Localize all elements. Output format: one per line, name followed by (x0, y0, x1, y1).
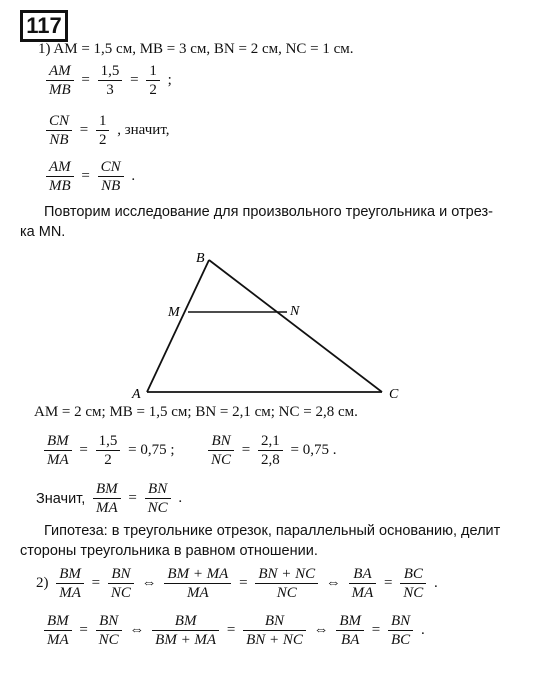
frac-den: 2 (104, 452, 112, 468)
calc-value-a: = 0,75 ; (128, 442, 175, 458)
frac-den: NB (101, 178, 121, 194)
frac-num: BM + MA (164, 565, 231, 584)
frac-den: 2,8 (261, 452, 280, 468)
given-values: 1) AM = 1,5 см, MB = 3 см, BN = 2 см, NC = 1 см. (38, 41, 354, 57)
frac-num: 1,5 (96, 432, 121, 451)
frac-num: BN + NC (255, 565, 318, 584)
frac-num: BN (208, 432, 234, 451)
point-label-n: N (290, 304, 300, 319)
text-tail: . (131, 168, 136, 184)
frac-den: NC (147, 500, 168, 516)
frac-num: BM (44, 612, 72, 631)
equals-sign: = (384, 575, 393, 591)
frac-num: BN (145, 480, 171, 499)
frac-den: NC (403, 585, 424, 601)
text-tail: ; (167, 72, 172, 88)
frac-den: BM + MA (155, 632, 217, 648)
vertex-label-b: B (196, 251, 205, 266)
part2-label: 2) (36, 575, 49, 591)
frac-den: MB (49, 82, 71, 98)
frac-num: BM (44, 432, 72, 451)
iff-symbol: ⇔ (325, 575, 341, 591)
frac-den: BC (391, 632, 411, 648)
iff-symbol: ⇔ (313, 622, 329, 638)
frac-num: 1 (96, 112, 110, 131)
frac-num: BC (400, 565, 426, 584)
conclusion-line (34, 480, 184, 517)
hypothesis-line1: Гипотеза: в треугольнике отрезок, параллельный основанию, делит (44, 523, 501, 539)
iff-symbol: ⇔ (141, 575, 157, 591)
calc-value-b: = 0,75 . (290, 442, 337, 458)
frac-den: MA (59, 585, 81, 601)
hypothesis-line2: стороны треугольника в равном отношении. (20, 543, 318, 559)
frac-num: BM (152, 612, 219, 631)
equals-sign: = (91, 575, 101, 591)
frac-num: AM (46, 62, 74, 81)
problem-number: 117 (20, 10, 68, 42)
part2-row2 (42, 612, 427, 649)
frac-den: MA (47, 632, 69, 648)
frac-num: BN (108, 565, 134, 584)
frac-den: MA (47, 452, 69, 468)
frac-num: BN (96, 612, 122, 631)
iff-symbol: ⇔ (129, 622, 145, 638)
equals-sign: = (81, 168, 90, 184)
frac-num: CN (46, 112, 72, 131)
frac-den: NB (49, 132, 69, 148)
frac-num: BM (93, 480, 121, 499)
equals-sign: = (371, 622, 381, 638)
equals-sign: = (79, 622, 88, 638)
frac-den: 2 (98, 132, 107, 148)
measurements: AM = 2 см; MB = 1,5 см; BN = 2,1 см; NC = 2,8 см. (34, 404, 358, 420)
frac-num: BM (56, 565, 84, 584)
text-tail: , значит, (117, 122, 170, 138)
frac-num: 2,1 (258, 432, 283, 451)
vertex-label-c: C (389, 387, 399, 402)
equals-sign: = (226, 622, 236, 638)
conclusion-word: Значит, (36, 490, 86, 507)
frac-den: NC (211, 452, 232, 468)
equals-sign: = (79, 122, 89, 138)
frac-num: BA (349, 565, 377, 584)
calc-line (42, 432, 338, 469)
text-tail: . (420, 622, 425, 638)
frac-den: 3 (106, 82, 114, 98)
equals-sign: = (79, 442, 88, 458)
frac-den: MA (351, 585, 374, 601)
frac-den: MB (49, 178, 71, 194)
side-bc (209, 260, 382, 392)
frac-den: NC (276, 585, 297, 601)
frac-den: NC (110, 585, 131, 601)
frac-den: BA (341, 632, 360, 648)
frac-den: MA (95, 500, 118, 516)
intro-text-line2: ка MN. (20, 224, 66, 240)
equals-sign: = (239, 575, 248, 591)
frac-num: 1 (146, 62, 160, 81)
frac-num: BM (336, 612, 364, 631)
frac-num: AM (46, 158, 74, 177)
part2-row1 (34, 565, 440, 602)
frac-den: MA (187, 585, 209, 601)
text-tail: . (434, 575, 438, 591)
equals-sign: = (81, 72, 90, 88)
frac-den: NC (98, 632, 119, 648)
equals-sign: = (130, 72, 139, 88)
frac-num: 1,5 (98, 62, 123, 81)
equals-sign: = (128, 490, 137, 506)
frac-num: BN (243, 612, 306, 631)
frac-num: BN (388, 612, 413, 631)
side-ab (147, 260, 209, 392)
intro-text-line1: Повторим исследование для произвольного треугольника и отрез- (44, 204, 493, 220)
equals-sign: = (241, 442, 251, 458)
frac-num: CN (98, 158, 124, 177)
point-label-m: M (168, 305, 180, 320)
vertex-label-a: A (132, 387, 141, 402)
text-tail: . (178, 490, 183, 506)
frac-den: 2 (149, 82, 157, 98)
frac-den: BN + NC (246, 632, 303, 648)
